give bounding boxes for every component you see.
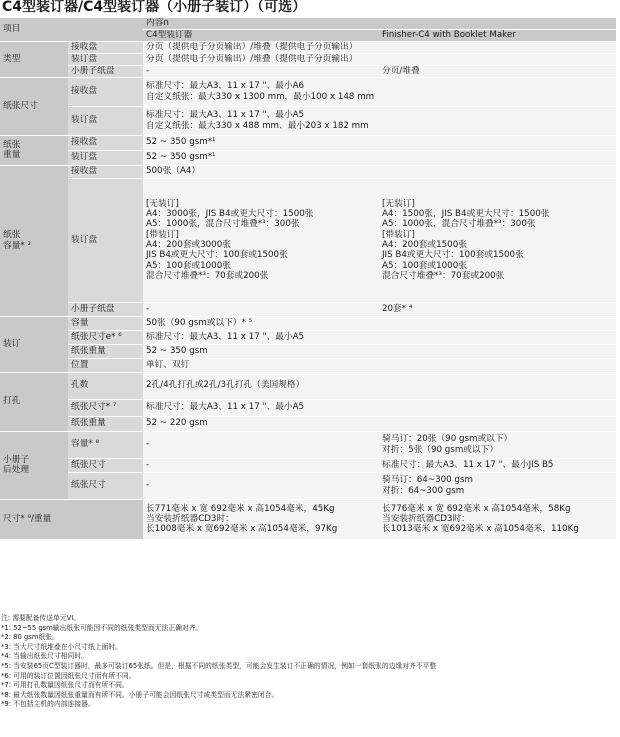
row-label: 接收盘 <box>68 135 143 150</box>
footnote: *4: 当输出纸张尺寸相同时。 <box>1 652 88 661</box>
group-punch: 打孔 <box>0 372 68 431</box>
cell-value: 单钉、双钉 <box>143 358 616 372</box>
footnote: *6: 可用的装订位置因纸张尺寸而有所不同。 <box>1 671 136 680</box>
row-label: 纸张尺寸 <box>68 458 143 472</box>
cell-value: - <box>143 302 379 316</box>
table-row <box>0 106 616 135</box>
row-label: 装订盘 <box>68 53 143 65</box>
footnotes <box>1 614 619 710</box>
table-header-row <box>0 18 616 29</box>
table-row <box>0 316 616 330</box>
row-label: 装订盘 <box>68 106 143 135</box>
group-paper-weight: 纸张 重量 <box>0 135 68 165</box>
header-model-2: Finisher-C4 with Booklet Maker <box>379 29 616 41</box>
footnote: *5: 当安装65页C型装订器时，最多可装订65张纸。但是，根据不同的纸张类型，可能会发生装订不正确的情况，例如一套纸张的边缘对齐不平整 <box>1 661 437 670</box>
footnote: *9: 不包括主机的内部连接器。 <box>1 700 95 709</box>
spec-table <box>0 18 616 540</box>
cell-value <box>143 106 616 135</box>
page-title: C4型装订器/C4型装订器（小册子装订）（可选） <box>2 0 307 15</box>
footnote: *7: 可用打孔数量因纸张尺寸而有所不同。 <box>1 681 129 690</box>
cell-value: 骑马订：20张（90 gsm或以下） 对折：5张（90 gsm或以下） <box>379 431 616 458</box>
table-row <box>0 431 616 458</box>
row-label: 纸张尺寸e* ⁶ <box>68 330 143 344</box>
footnote: *8: 最大纸张数量因纸张重量而有所不同。小册子可能会因纸张尺寸或类型而无法紧密闭合。 <box>1 690 279 699</box>
row-label: 纸张重量 <box>68 416 143 431</box>
cell-value: 分页/堆叠 <box>379 65 616 77</box>
group-paper-capacity: 纸张 容量* ² <box>0 165 68 316</box>
footnote: *3: 当大尺寸纸堆叠在小尺寸纸上面时。 <box>1 642 122 651</box>
cell-value: 52 ~ 220 gsm <box>143 416 616 431</box>
footnote: 注: 需要配备传送单元VI。 <box>1 614 81 622</box>
cell-value: [无装订] A4：3000张，JIS B4或更大尺寸：1500张 A5：1000张，混合尺寸堆叠*³：300张 [带装订] A4：200套或3000张 JIS B4或更大尺寸：100套或1500张 A5：100套或1000张 混合尺寸堆叠*³：70套或200张 <box>143 178 379 302</box>
row-label: 纸张重量 <box>68 344 143 358</box>
cell-value: 2孔/4孔打孔或2孔/3孔打孔（美国规格） <box>143 372 616 399</box>
cell-value: 50张（90 gsm或以下）* ⁵ <box>143 316 616 330</box>
group-booklet: 小册子 后处理 <box>0 431 68 499</box>
line: 自定义纸张：最大330 x 1300 mm，最小100 x 148 mm <box>146 91 375 102</box>
cell-value: - <box>143 65 379 77</box>
cell-value: 长776毫米 x 宽 692毫米 x 高1054毫米，58Kg 当安装折纸器CD3时： 长1013毫米 x 宽692毫米 x 高1054毫米，110Kg <box>379 499 616 539</box>
row-label: 纸张尺寸 <box>68 472 143 499</box>
cell-value <box>143 77 616 106</box>
table-row <box>0 150 616 165</box>
line: 标准尺寸：最大A3、11 x 17 "、最小A5 <box>146 110 305 121</box>
header-item: 项目 <box>0 18 68 41</box>
header-content: 内容n <box>143 18 616 29</box>
cell-value: - <box>143 472 379 499</box>
cell-value: 20套* ⁴ <box>379 302 616 316</box>
table-row <box>0 399 616 416</box>
table-row <box>0 77 616 106</box>
cell-value: [无装订] A4：1500张，JIS B4或更大尺寸：1500张 A5：1000张，混合尺寸堆叠*³：300张 [带装订] A4：200套或1500张 JIS B4或更大尺寸：100套或1500张 A5：100套或1000张 混合尺寸堆叠*³：70套或200张 <box>379 178 616 302</box>
cell-value: 标准尺寸：最大A3、11 x 17 "、最小JIS B5 <box>379 458 616 472</box>
table-row <box>0 416 616 431</box>
line: 标准尺寸：最大A3、11 x 17 "、最小A6 <box>146 81 305 92</box>
row-label: 孔数 <box>68 372 143 399</box>
table-row <box>0 372 616 399</box>
table-row <box>0 165 616 178</box>
table-row <box>0 499 616 539</box>
footnote: *1: 52~55 gsm输出纸张可能因不同的纸张类型而无法正确对齐。 <box>1 623 203 632</box>
row-label: 接收盘 <box>68 41 143 53</box>
group-staple: 装订 <box>0 316 68 372</box>
footnote: *2: 80 gsm纸张。 <box>1 633 59 642</box>
line: 自定义纸张：最大330 x 488 mm、最小203 x 182 mm <box>146 120 369 131</box>
table-row <box>0 178 616 302</box>
table-row <box>0 358 616 372</box>
table-row <box>0 302 616 316</box>
cell-value: 标准尺寸：最大A3、11 x 17 "、最小A5 <box>143 330 616 344</box>
table-row <box>0 344 616 358</box>
row-label: 位置 <box>68 358 143 372</box>
cell-value: 分页（提供电子分页输出）/堆叠（提供电子分页输出） <box>143 41 616 53</box>
cell-value: 52 ~ 350 gsm*¹ <box>143 150 616 165</box>
table-row <box>0 65 616 77</box>
cell-value: 52 ~ 350 gsm <box>143 344 616 358</box>
table-row <box>0 41 616 53</box>
row-label: 小册子纸盘 <box>68 65 143 77</box>
group-dimensions: 尺寸* ⁹/重量 <box>0 499 143 539</box>
cell-value: 500张（A4） <box>143 165 616 178</box>
cell-value: 长771毫米 x 宽 692毫米 x 高1054毫米，45Kg 当安装折纸器CD3时： 长1008毫米 x 宽692毫米 x 高1054毫米，97Kg <box>143 499 379 539</box>
cell-value: 标准尺寸：最大A3、11 x 17 "、最小A5 <box>143 399 616 416</box>
row-label: 装订盘 <box>68 150 143 165</box>
cell-value: 骑马订：64~300 gsm 对折：64~300 gsm <box>379 472 616 499</box>
table-row <box>0 330 616 344</box>
table-row <box>0 458 616 472</box>
row-label: 容量* ⁸ <box>68 431 143 458</box>
row-label: 容量 <box>68 316 143 330</box>
table-row <box>0 472 616 499</box>
row-label: 接收盘 <box>68 165 143 178</box>
row-label: 接收盘 <box>68 77 143 106</box>
cell-value: 分页（提供电子分页输出）/堆叠（提供电子分页输出） <box>143 53 616 65</box>
cell-value: - <box>143 458 379 472</box>
group-type: 类型 <box>0 41 68 77</box>
cell-value: 52 ~ 350 gsm*¹ <box>143 135 616 150</box>
row-label: 纸张尺寸* ⁷ <box>68 399 143 416</box>
row-label: 装订盘 <box>68 178 143 302</box>
row-label: 小册子纸盘 <box>68 302 143 316</box>
group-paper-size: 纸张尺寸 <box>0 77 68 135</box>
table-row <box>0 135 616 150</box>
header-model-1: C4型装订器 <box>143 29 379 41</box>
cell-value: - <box>143 431 379 458</box>
table-row <box>0 53 616 65</box>
